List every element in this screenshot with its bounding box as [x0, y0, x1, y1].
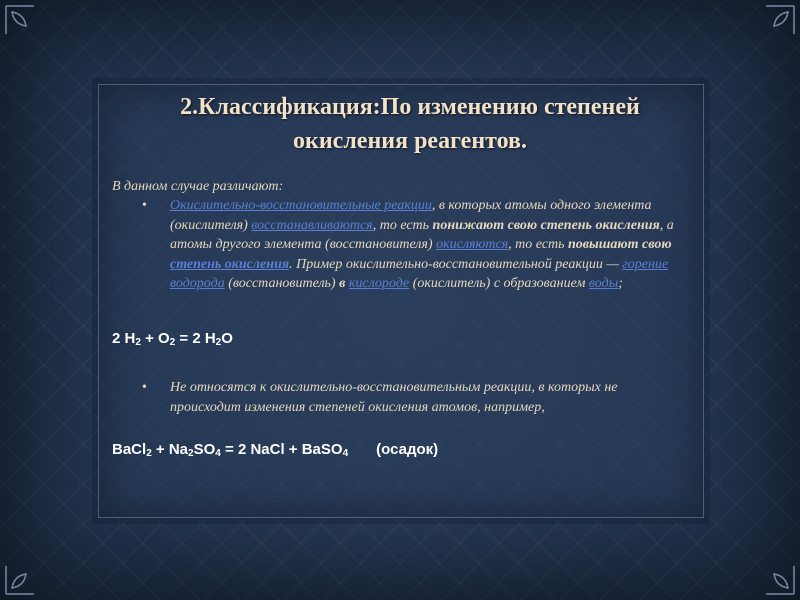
corner-ornament-icon: [4, 4, 48, 48]
corner-ornament-icon: [752, 4, 796, 48]
eq1-part: + O: [140, 330, 170, 347]
eq1-part: O: [221, 330, 233, 347]
link-redox-reactions[interactable]: Окислительно-восстановительные реакции: [170, 198, 432, 213]
eq2-sub: 4: [342, 448, 349, 459]
eq1-part: 2 H: [112, 330, 136, 347]
eq2-sub: 4: [215, 448, 221, 459]
eq2-part: SO: [193, 441, 216, 458]
bullet-item-non-redox: [142, 378, 682, 417]
eq2-sub: 2: [188, 448, 194, 459]
link-hydrogen[interactable]: водорода: [170, 276, 225, 291]
link-combustion[interactable]: горение: [622, 256, 669, 272]
corner-ornament-icon: [4, 552, 48, 596]
link-water[interactable]: воды: [588, 276, 619, 291]
eq1-sub: 2: [215, 337, 222, 348]
intro-text: В данном случае различают:: [112, 179, 284, 194]
eq2-sub: 2: [146, 448, 152, 459]
bullet-icon: •: [142, 380, 147, 395]
eq1-part: = 2 H: [175, 330, 216, 347]
eq2-part: = 2 NaCl + BaSO: [220, 441, 343, 458]
link-reduced[interactable]: восстанавливаются: [251, 217, 373, 233]
bullet1-strong-lower: понижают свою степень окисления: [432, 217, 660, 233]
link-oxygen[interactable]: кислороде: [348, 276, 410, 291]
equation-hydrogen-combustion: [112, 330, 233, 348]
eq1-sub: 2: [169, 337, 176, 348]
eq2-part: BaCl: [112, 441, 147, 458]
bullet1-text-9: ;: [618, 276, 623, 291]
bullet1-text-8: (окислитель) с образованием: [409, 276, 589, 291]
bullet1-text-5: . Пример окислительно-восстановительной реакции —: [289, 256, 623, 272]
bullet1-text-4: , то есть: [508, 237, 569, 252]
corner-ornament-icon: [752, 552, 796, 596]
link-oxidation-state[interactable]: степень окисления: [170, 256, 290, 272]
bullet1-text-1: , в которых атомы одного элемента (окислителя): [170, 198, 652, 233]
bullet1-text-7: (восстановитель): [224, 276, 340, 291]
bullet1-text-7b: в: [339, 276, 349, 291]
precipitate-note: (осадок): [376, 441, 439, 458]
bullet1-text-2: , то есть: [372, 217, 433, 233]
link-oxidized[interactable]: окисляются: [436, 237, 509, 252]
slide-title: 2.Классификация:По изменению степеней окисления реагентов.: [180, 94, 640, 154]
bullet1-text-3: , а атомы другого элемента (восстановителя): [170, 217, 674, 252]
bullet-item-redox: [142, 196, 682, 294]
eq2-part: + Na: [151, 441, 189, 458]
bullet2-text: Не относятся к окислительно-восстановительным реакции, в которых не происходит изменения степеней окисления атомов, например,: [170, 380, 618, 415]
bullet-icon: •: [142, 198, 147, 213]
equation-barium-sulfate: [112, 441, 438, 459]
eq1-sub: 2: [135, 337, 141, 348]
bullet1-strong-raise: повышают свою: [568, 237, 672, 252]
